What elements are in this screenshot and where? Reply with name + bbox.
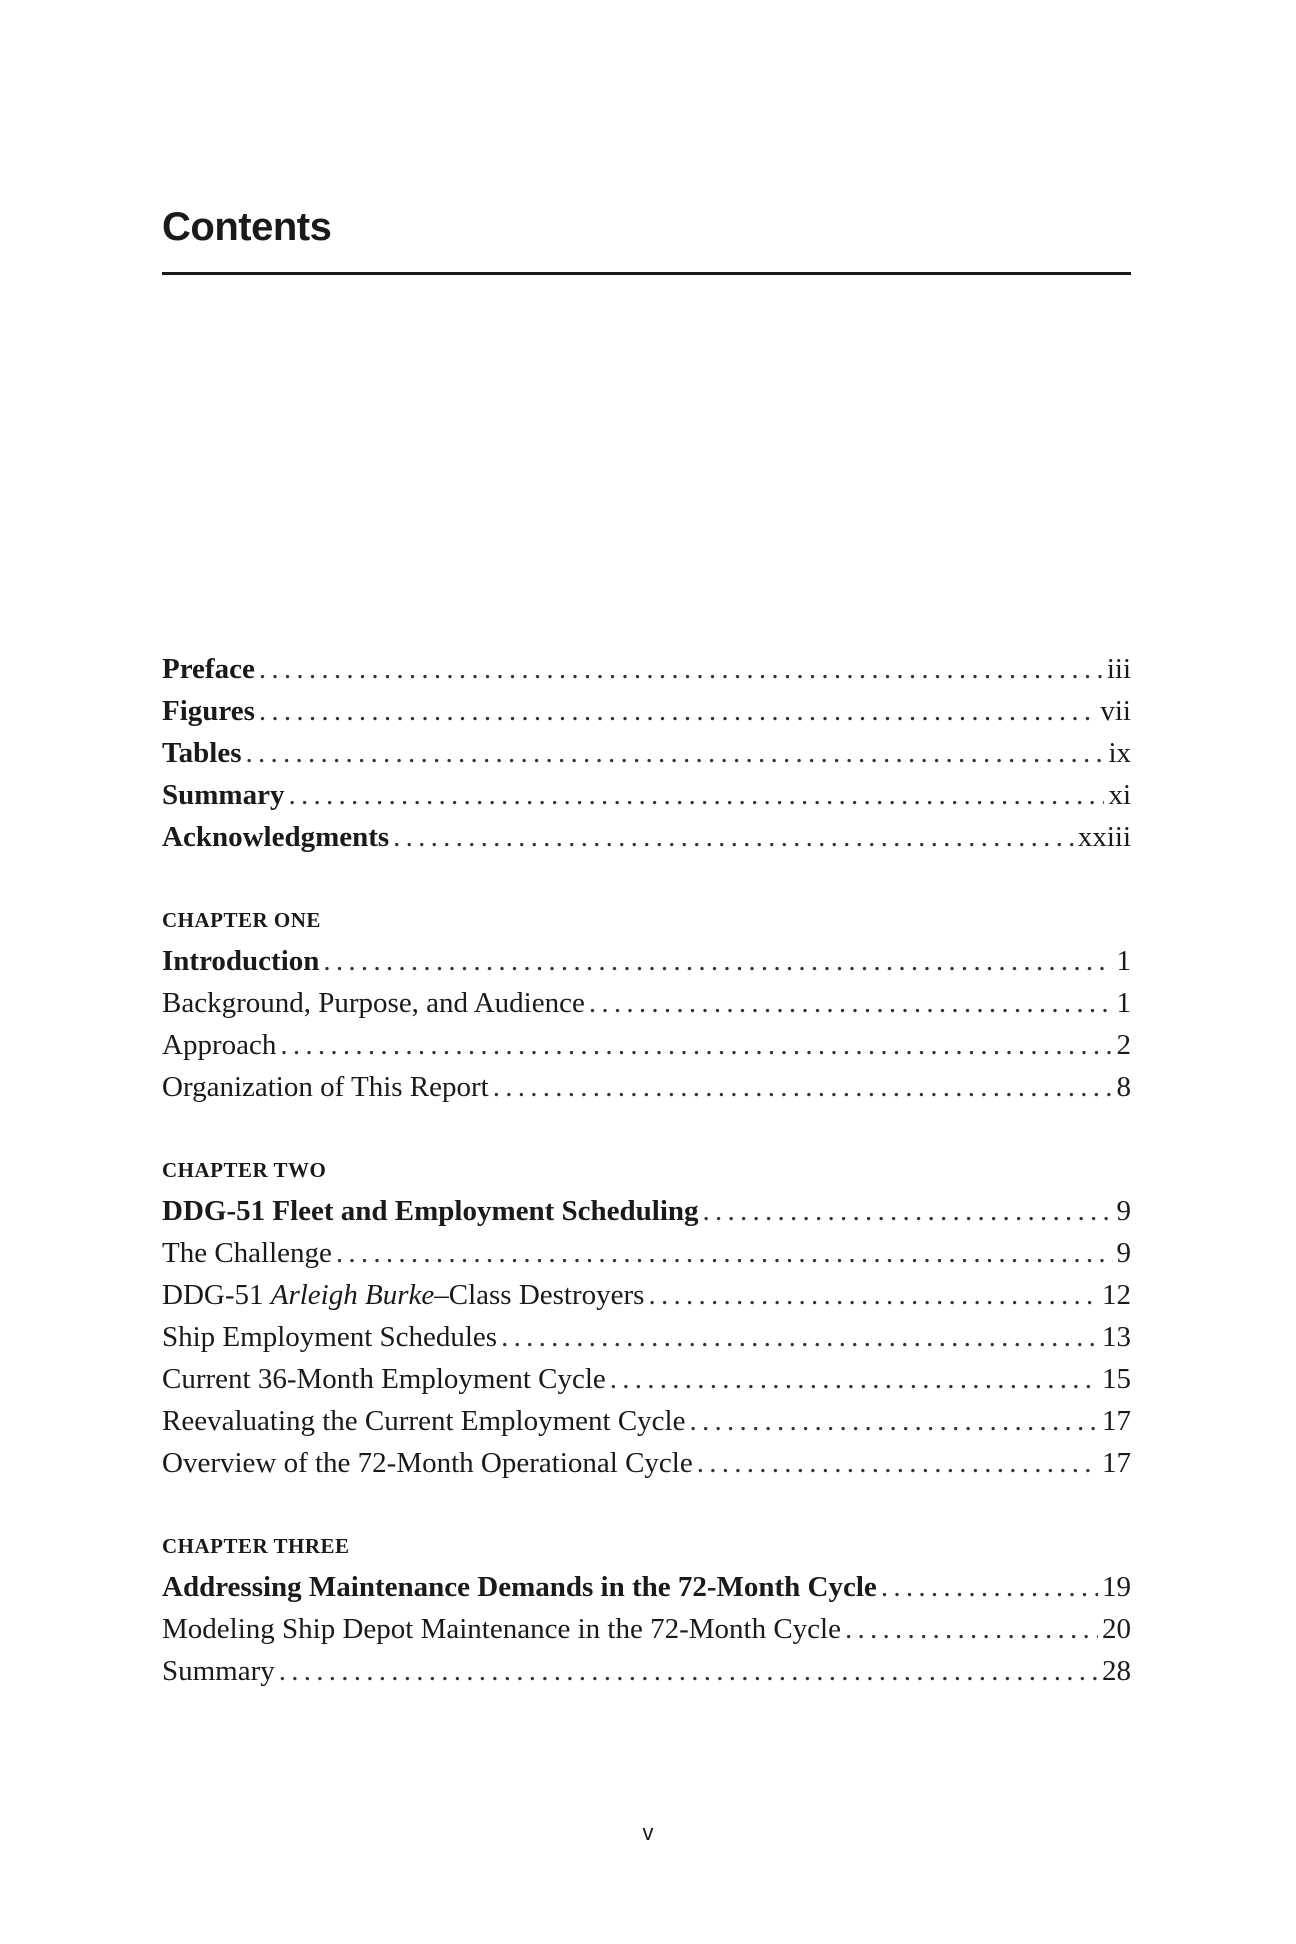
front-matter-list [162, 648, 1131, 858]
dot-leader [501, 1316, 1098, 1358]
toc-entry-page: 9 [1116, 1237, 1131, 1269]
toc-entry-label: Modeling Ship Depot Maintenance in the 72-Month Cycle [162, 1613, 841, 1645]
toc-entry-page: 8 [1116, 1071, 1131, 1103]
dot-leader [697, 1442, 1098, 1484]
toc-entry-page: 17 [1102, 1405, 1131, 1437]
page-number: v [642, 1820, 654, 1845]
table-of-contents [162, 648, 1131, 1692]
toc-entry-section[interactable] [162, 1442, 1131, 1484]
toc-entry-label [162, 1274, 644, 1316]
dot-leader [393, 816, 1074, 858]
toc-entry-section[interactable] [162, 1608, 1131, 1650]
toc-entry-page: 1 [1116, 987, 1131, 1019]
toc-entry-page: vii [1100, 695, 1131, 727]
dot-leader [610, 1358, 1098, 1400]
toc-entry-section[interactable] [162, 1274, 1131, 1316]
label-italic: Arleigh Burke [270, 1279, 435, 1311]
toc-entry-label: Overview of the 72-Month Operational Cycle [162, 1447, 693, 1479]
toc-entry-chapter-title[interactable] [162, 940, 1131, 982]
dot-leader [845, 1608, 1098, 1650]
chapter-two-block [162, 1146, 1131, 1484]
toc-entry-page: 19 [1102, 1571, 1131, 1603]
dot-leader [689, 1400, 1098, 1442]
toc-entry-page: iii [1106, 653, 1131, 685]
dot-leader [589, 982, 1113, 1024]
toc-entry-label: DDG-51 Fleet and Employment Scheduling [162, 1195, 699, 1227]
toc-entry-page: 12 [1102, 1279, 1131, 1311]
toc-entry-section[interactable] [162, 1024, 1131, 1066]
toc-entry-label: Figures [162, 695, 255, 727]
dot-leader [336, 1232, 1113, 1274]
toc-entry-page: 13 [1102, 1321, 1131, 1353]
toc-entry-page: 17 [1102, 1447, 1131, 1479]
toc-entry-page: 2 [1116, 1029, 1131, 1061]
toc-entry-chapter-title[interactable] [162, 1566, 1131, 1608]
toc-entry-label: Approach [162, 1029, 277, 1061]
chapter-one-block [162, 896, 1131, 1108]
toc-entry-chapter-title[interactable] [162, 1190, 1131, 1232]
toc-entry-section[interactable] [162, 1650, 1131, 1692]
toc-entry-preface[interactable] [162, 648, 1131, 690]
toc-entry-tables[interactable] [162, 732, 1131, 774]
chapter-label: CHAPTER TWO [162, 1158, 327, 1182]
toc-entry-page: xi [1108, 779, 1131, 811]
dot-leader [259, 690, 1096, 732]
toc-entry-section[interactable] [162, 1316, 1131, 1358]
label-suffix: –Class Destroyers [434, 1279, 645, 1311]
toc-entry-page: ix [1108, 737, 1131, 769]
toc-entry-label: Summary [162, 1655, 275, 1687]
dot-leader [279, 1650, 1098, 1692]
dot-leader [246, 732, 1105, 774]
toc-entry-page: 9 [1116, 1195, 1131, 1227]
label-prefix: DDG-51 [162, 1279, 271, 1311]
toc-entry-label: Introduction [162, 945, 320, 977]
toc-entry-label: Organization of This Report [162, 1071, 489, 1103]
toc-entry-label: Reevaluating the Current Employment Cycle [162, 1405, 686, 1437]
dot-leader [703, 1190, 1113, 1232]
toc-entry-acknowledgments[interactable] [162, 816, 1131, 858]
toc-entry-label: Background, Purpose, and Audience [162, 987, 585, 1019]
toc-entry-label: Preface [162, 653, 255, 685]
toc-entry-page: xxiii [1077, 821, 1131, 853]
toc-entry-label: Addressing Maintenance Demands in the 72-Month Cycle [162, 1571, 877, 1603]
toc-entry-section[interactable] [162, 1232, 1131, 1274]
page-title: Contents [162, 205, 332, 249]
toc-entry-section[interactable] [162, 982, 1131, 1024]
toc-entry-page: 20 [1102, 1613, 1131, 1645]
chapter-label: CHAPTER THREE [162, 1534, 350, 1558]
toc-entry-section[interactable] [162, 1400, 1131, 1442]
toc-entry-label: Current 36-Month Employment Cycle [162, 1363, 606, 1395]
chapter-three-block [162, 1522, 1131, 1692]
dot-leader [280, 1024, 1112, 1066]
dot-leader [881, 1566, 1098, 1608]
dot-leader [648, 1274, 1098, 1316]
dot-leader [288, 774, 1104, 816]
toc-entry-label: Ship Employment Schedules [162, 1321, 498, 1353]
toc-entry-label: Tables [162, 737, 242, 769]
dot-leader [323, 940, 1112, 982]
toc-entry-label: Summary [162, 779, 285, 811]
toc-entry-page: 15 [1102, 1363, 1131, 1395]
toc-entry-label: Acknowledgments [162, 821, 390, 853]
toc-entry-section[interactable] [162, 1358, 1131, 1400]
dot-leader [493, 1066, 1113, 1108]
toc-entry-page: 28 [1102, 1655, 1131, 1687]
toc-entry-section[interactable] [162, 1066, 1131, 1108]
chapter-label: CHAPTER ONE [162, 908, 321, 932]
toc-entry-page: 1 [1116, 945, 1131, 977]
toc-entry-summary[interactable] [162, 774, 1131, 816]
toc-entry-label: The Challenge [162, 1237, 332, 1269]
title-rule [162, 272, 1131, 275]
dot-leader [259, 648, 1103, 690]
toc-entry-figures[interactable] [162, 690, 1131, 732]
